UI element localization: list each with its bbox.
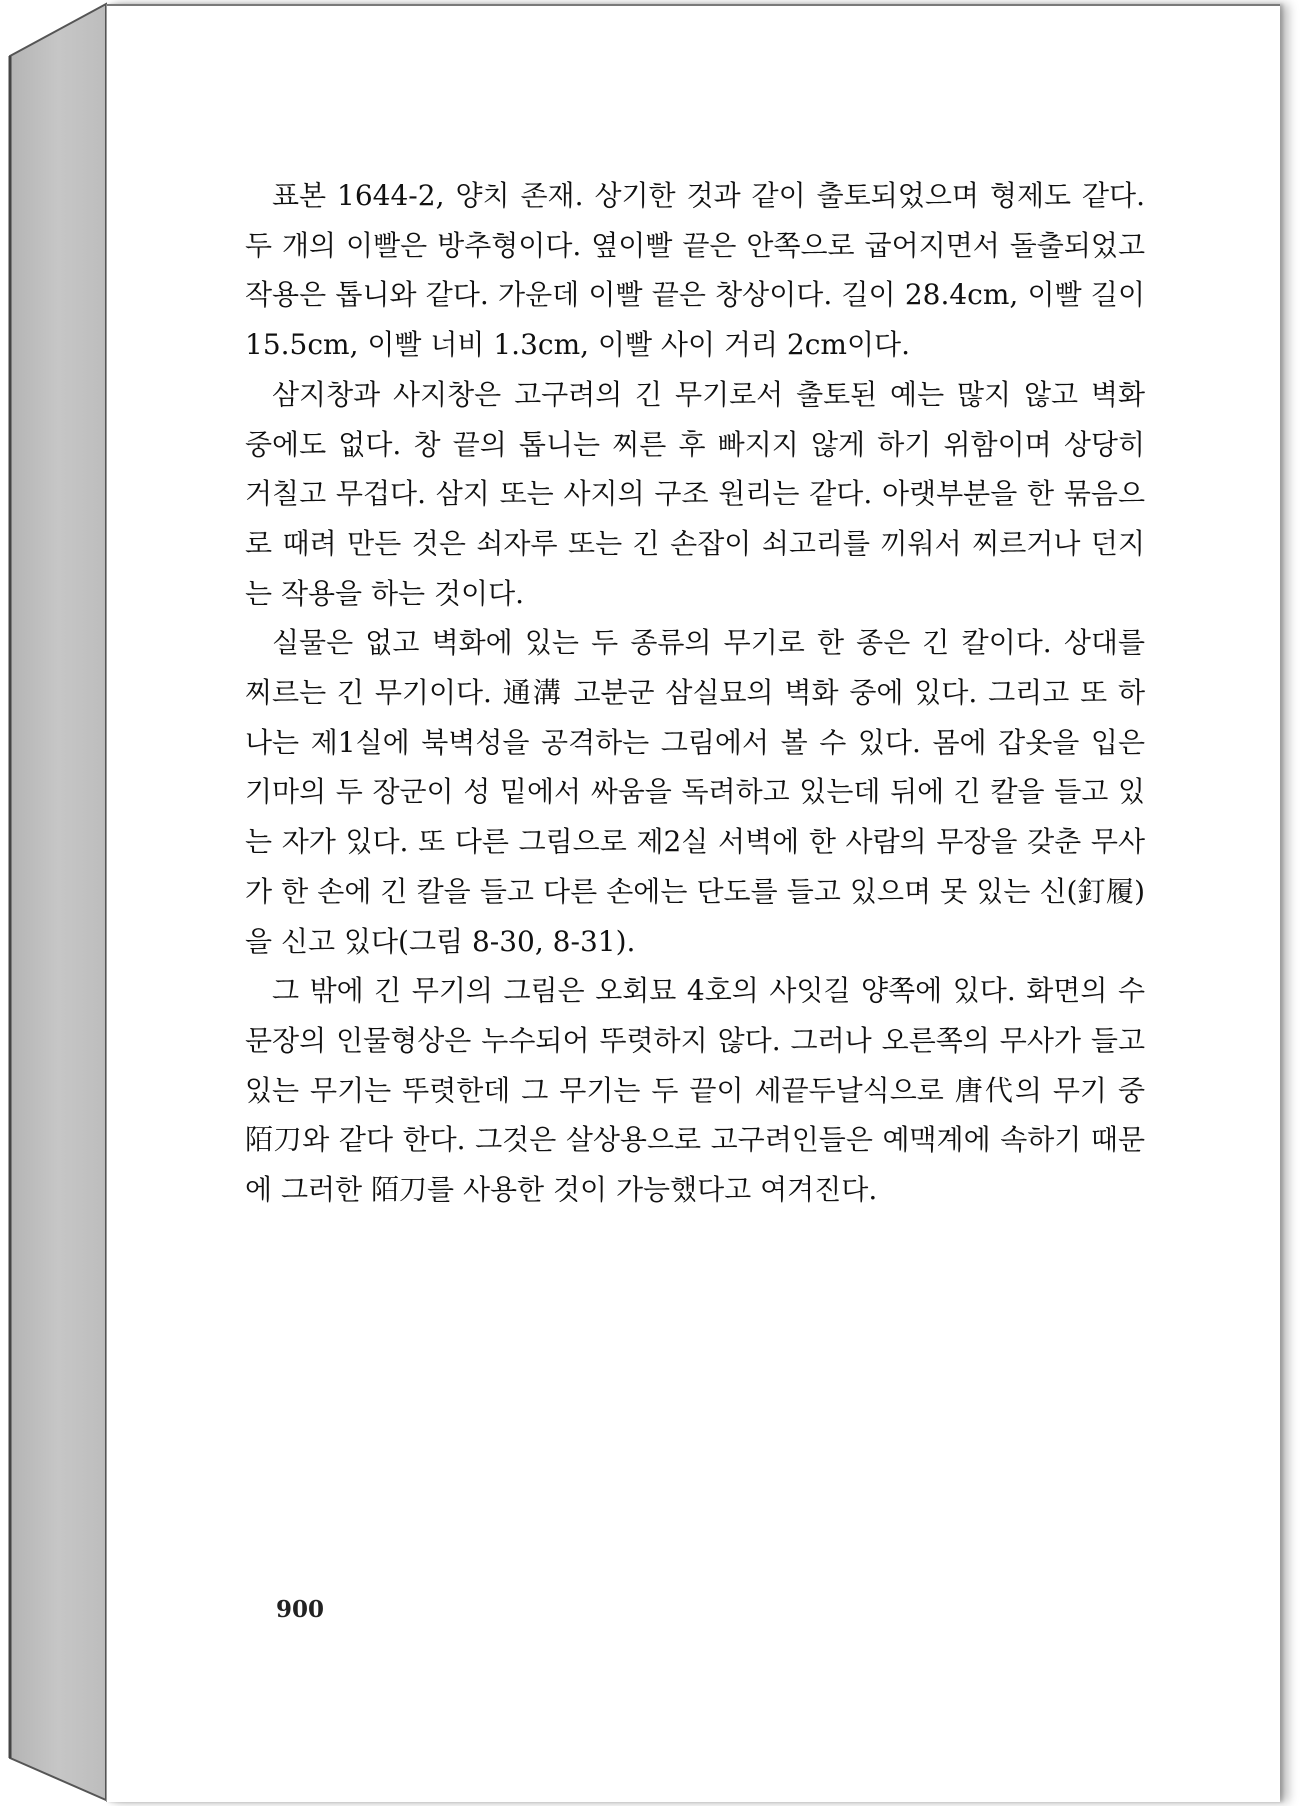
- paragraph-3: 실물은 없고 벽화에 있는 두 종류의 무기로 한 종은 긴 칼이다. 상대를 찌르는 긴 무기이다. 通溝 고분군 삼실묘의 벽화 중에 있다. 그리고 또 하나는 제1실에 북벽성을 공격하는 그림에서 볼 수 있다. 몸에 갑옷을 입은 기마의 두 장군이 성 밑에서 싸움을 독려하고 있는데 뒤에 긴 칼을 들고 있는 자가 있다. 또 다른 그림으로 제2실 서벽에 한 사람의 무장을 갖춘 무사가 한 손에 긴 칼을 들고 다른 손에는 단도를 들고 있으며 못 있는 신(釘履)을 신고 있다(그림 8-30, 8-31).: [245, 626, 1145, 958]
- paragraph-1: 표본 1644-2, 양치 존재. 상기한 것과 같이 출토되었으며 형제도 같다. 두 개의 이빨은 방추형이다. 옆이빨 끝은 안쪽으로 굽어지면서 돌출되었고 작용은 톱니와 같다. 가운데 이빨 끝은 창상이다. 길이 28.4cm, 이빨 길이 15.5cm, 이빨 너비 1.3cm, 이빨 사이 거리 2cm이다.: [245, 179, 1145, 362]
- book-page: [106, 4, 1280, 1802]
- paragraph-4: 그 밖에 긴 무기의 그림은 오회묘 4호의 사잇길 양쪽에 있다. 화면의 수문장의 인물형상은 누수되어 뚜렷하지 않다. 그러나 오른쪽의 무사가 들고 있는 무기는 뚜렷한데 그 무기는 두 끝이 세끝두날식으로 唐代의 무기 중 陌刀와 같다 한다. 그것은 살상용으로 고구려인들은 예맥계에 속하기 때문에 그러한 陌刀를 사용한 것이 가능했다고 여겨진다.: [245, 974, 1145, 1207]
- paragraph-2: 삼지창과 사지창은 고구려의 긴 무기로서 출토된 예는 많지 않고 벽화 중에도 없다. 창 끝의 톱니는 찌른 후 빠지지 않게 하기 위함이며 상당히 거칠고 무겁다. 삼지 또는 사지의 구조 원리는 같다. 아랫부분을 한 묶음으로 때려 만든 것은 쇠자루 또는 긴 손잡이 쇠고리를 끼워서 찌르거나 던지는 작용을 하는 것이다.: [245, 377, 1145, 610]
- body-text: [245, 171, 1145, 1215]
- page-number: 900: [276, 1596, 325, 1623]
